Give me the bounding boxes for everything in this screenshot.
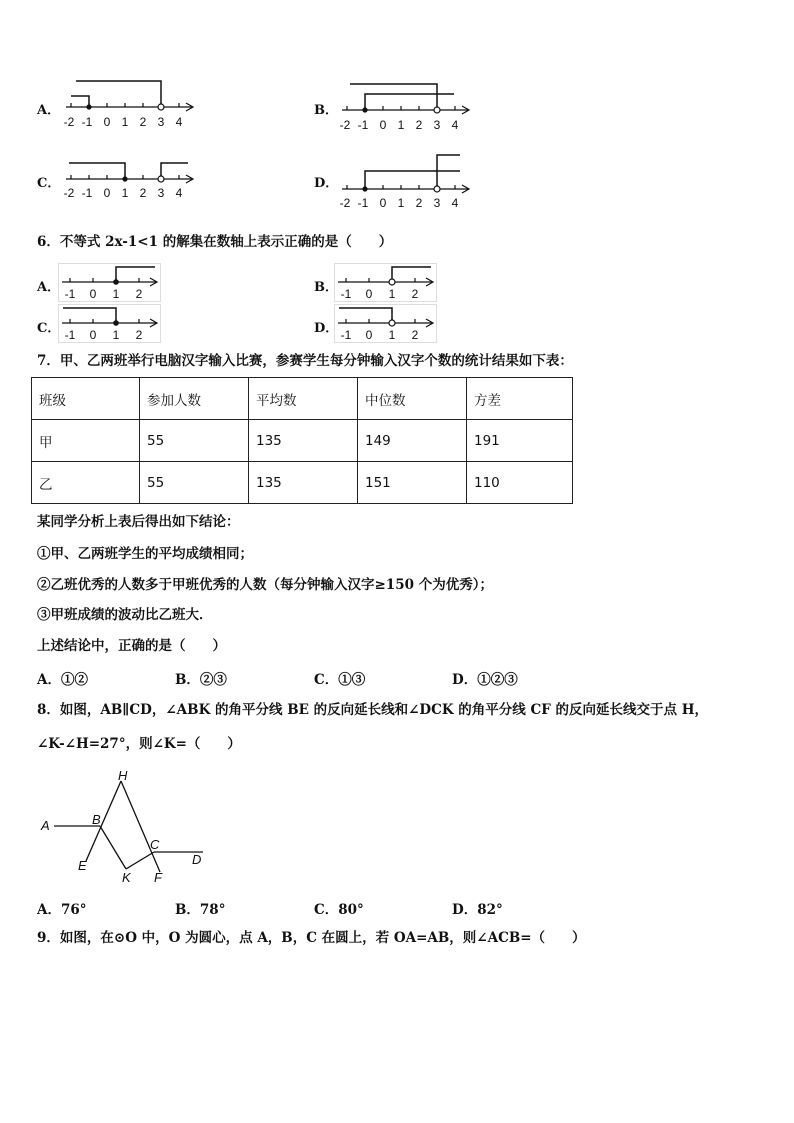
table-row [32, 420, 573, 462]
table-header: 平均数 [249, 378, 358, 420]
q6-option-c-letter: C． [37, 321, 61, 336]
q7-conclusion: ②乙班优秀的人数多于甲班优秀的人数（每分钟输入汉字≥150 个为优秀）； [37, 577, 493, 593]
tick-label: 1 [121, 186, 129, 200]
table-cell: 55 [140, 420, 249, 462]
q6-option-a-letter: A． [37, 280, 61, 295]
tick-label: 2 [415, 118, 423, 132]
label-k: K [122, 870, 131, 885]
tick-label: 2 [135, 328, 143, 342]
table-cell: 乙 [32, 462, 140, 504]
q8-answer-a: A．76° [37, 902, 87, 918]
tick-label: 1 [397, 118, 405, 132]
tick-label: -1 [357, 118, 369, 132]
q7-answer-a: A．①② [37, 672, 88, 688]
tick-label: 2 [139, 115, 147, 129]
tick-label: -2 [339, 118, 351, 132]
closed-dot [86, 104, 91, 109]
tick-label: -1 [340, 328, 352, 342]
q7-answer-c: C．①③ [314, 672, 366, 688]
label-f: F [154, 870, 162, 885]
tick-label: -1 [340, 287, 352, 301]
solution-marks [71, 81, 161, 107]
q6-option-d-numberline [334, 304, 438, 344]
table-cell: 110 [467, 462, 573, 504]
q5-option-d-letter: D． [314, 176, 339, 191]
q5-option-b-letter: B． [314, 103, 338, 118]
open-dot [158, 104, 164, 110]
line-bk [100, 826, 126, 869]
q8-answer-b: B．78° [175, 902, 226, 918]
tick-label: 0 [89, 287, 97, 301]
tick-label: 0 [103, 186, 111, 200]
q6-option-a-numberline [58, 263, 162, 303]
tick-label: 4 [451, 118, 459, 132]
tick-label: 1 [112, 328, 120, 342]
q7-conclusion: ①甲、乙两班学生的平均成绩相同； [37, 546, 253, 562]
q8-answer-c: C．80° [314, 902, 364, 918]
q8-geometry-figure [36, 766, 216, 888]
tick-label: -2 [339, 196, 351, 210]
label-b: B [92, 812, 101, 827]
q5-option-a-numberline [60, 75, 200, 133]
q6-option-b-numberline [334, 263, 438, 303]
table-cell: 135 [249, 462, 358, 504]
q7-answer-d: D．①②③ [452, 672, 518, 688]
q6-stem: 6．不等式 2x-1<1 的解集在数轴上表示正确的是（ ） [37, 234, 393, 250]
label-d: D [192, 852, 202, 867]
table-header: 班级 [32, 378, 140, 420]
tick-label: 2 [411, 328, 419, 342]
tick-label: 2 [411, 287, 419, 301]
q7-question: 上述结论中，正确的是（ ） [37, 638, 226, 654]
tick-label: 1 [121, 115, 129, 129]
tick-label: -1 [81, 115, 93, 129]
tick-label: -1 [64, 287, 76, 301]
q6-option-d-letter: D． [314, 321, 339, 336]
tick-label: 0 [365, 328, 373, 342]
label-h: H [118, 768, 128, 783]
table-header: 中位数 [358, 378, 467, 420]
table-cell: 甲 [32, 420, 140, 462]
tick-label: 0 [89, 328, 97, 342]
tick-label: 0 [103, 115, 111, 129]
tick-label: 0 [365, 287, 373, 301]
tick-label: -2 [63, 186, 75, 200]
tick-label: 1 [388, 328, 396, 342]
tick-label: 2 [135, 287, 143, 301]
q8-stem-line2: ∠K-∠H=27°，则∠K=（ ） [37, 736, 241, 752]
q6-option-c-numberline [58, 304, 162, 344]
tick-label: 1 [397, 196, 405, 210]
tick-label: 3 [433, 118, 441, 132]
tick-label: -2 [63, 115, 75, 129]
table-header-row [32, 378, 573, 420]
q8-stem-line1: 8．如图，AB∥CD，∠ABK 的角平分线 BE 的反向延长线和∠DCK 的角平分线 CF 的反向延长线交于点 H， [37, 702, 708, 718]
tick-label: -1 [357, 196, 369, 210]
tick-label: -1 [64, 328, 76, 342]
q7-intro: 某同学分析上表后得出如下结论： [37, 514, 240, 530]
q5-option-a-letter: A． [37, 103, 61, 118]
tick-label: 3 [157, 115, 165, 129]
label-e: E [78, 858, 87, 873]
q7-answer-b: B．②③ [175, 672, 227, 688]
table-header: 参加人数 [140, 378, 249, 420]
table-cell: 151 [358, 462, 467, 504]
q5-option-c-letter: C． [37, 176, 61, 191]
tick-label: 2 [139, 186, 147, 200]
q8-answer-d: D．82° [452, 902, 503, 918]
tick-label: 1 [388, 287, 396, 301]
table-cell: 55 [140, 462, 249, 504]
label-a: A [41, 818, 50, 833]
line-hf [121, 781, 160, 872]
label-c: C [150, 837, 160, 852]
table-cell: 191 [467, 420, 573, 462]
q6-option-b-letter: B． [314, 280, 338, 295]
table-header: 方差 [467, 378, 573, 420]
tick-label: 4 [451, 196, 459, 210]
q5-option-d-numberline [336, 150, 476, 212]
q5-option-b-numberline [336, 75, 476, 133]
table-cell: 135 [249, 420, 358, 462]
tick-label: 2 [415, 196, 423, 210]
q7-stats-table [31, 377, 573, 504]
q7-conclusion: ③甲班成绩的波动比乙班大． [37, 607, 213, 623]
tick-label: 0 [379, 118, 387, 132]
tick-label: 1 [112, 287, 120, 301]
q9-stem: 9．如图，在⊙O 中，O 为圆心，点 A，B，C 在圆上，若 OA=AB，则∠ACB=（ ） [37, 930, 586, 946]
line-kc [126, 852, 154, 869]
axis [66, 103, 193, 111]
tick-label: 4 [175, 115, 183, 129]
tick-label: 4 [175, 186, 183, 200]
q5-option-c-numberline [60, 152, 200, 202]
tick-label: 0 [379, 196, 387, 210]
table-row [32, 462, 573, 504]
q7-stem: 7．甲、乙两班举行电脑汉字输入比赛，参赛学生每分钟输入汉字个数的统计结果如下表： [37, 353, 573, 369]
tick-label: -1 [81, 186, 93, 200]
table-cell: 149 [358, 420, 467, 462]
tick-label: 3 [157, 186, 165, 200]
tick-label: 3 [433, 196, 441, 210]
